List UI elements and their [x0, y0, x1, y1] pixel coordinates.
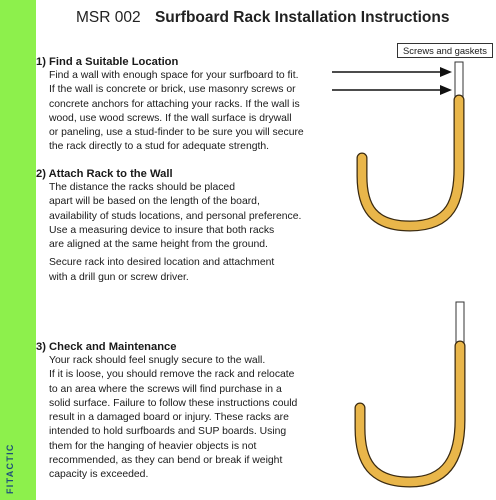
rack-end-cap [456, 302, 464, 346]
brand-name: FITACTIC [5, 443, 15, 494]
body-line: intended to hold surfboards and SUP boards. Using [49, 426, 287, 438]
body-line: wood, use wood screws. If the wall surface is drywall [49, 112, 292, 124]
body-line: or paneling, use a stud-finder to be sure you will secure [49, 127, 304, 139]
body-line: availability of studs locations, and personal preference. [49, 210, 302, 222]
body-line: solid surface. Failure to follow these instructions could [49, 397, 298, 409]
body-line: result in a damaged board or injury. These racks are [49, 412, 289, 424]
body-line: recommended, as they can bend or break if weight [49, 455, 283, 467]
surf-rack-upper [362, 62, 463, 226]
body-line: concrete anchors for attaching your racks. If the wall is [49, 98, 300, 110]
body-line: are aligned at the same height from the ground. [49, 239, 268, 251]
screw-arrow-icon [332, 85, 452, 95]
title-text: Surfboard Rack Installation Instructions [154, 9, 450, 26]
body-line: Your rack should feel snugly secure to the wall. [49, 355, 266, 366]
body-line: Secure rack into desired location and attachment [49, 257, 275, 269]
body-line: If the wall is concrete or brick, use masonry screws or [49, 84, 296, 96]
body-line: with a drill gun or screw driver. [49, 271, 189, 283]
section-heading: 1) Find a Suitable Location [36, 56, 179, 68]
rack-end-cap [455, 62, 463, 100]
screw-arrow-icon [332, 67, 452, 77]
body-line: to an area where the screws will find purchase in a [49, 383, 282, 395]
section-heading: 3) Check and Maintenance [36, 341, 177, 353]
body-line: the rack directly to a stud for adequate strength. [49, 141, 270, 153]
body-line: Find a wall with enough space for your surfboard to fit. [49, 70, 299, 81]
body-line: Use a measuring device to insure that both racks [49, 224, 275, 236]
section-heading: 2) Attach Rack to the Wall [36, 168, 173, 180]
body-line: apart will be based on the length of the board, [49, 196, 260, 208]
body-line: The distance the racks should be placed [49, 182, 235, 193]
surf-rack-lower [360, 302, 464, 482]
body-line: If it is loose, you should remove the rack and relocate [49, 369, 295, 381]
screws-gaskets-callout: Screws and gaskets [397, 43, 493, 58]
body-line: capacity is exceeded. [49, 469, 149, 481]
model-code: MSR 002 [76, 9, 141, 26]
body-line: them for the hanging of heavier objects is not [49, 440, 257, 452]
